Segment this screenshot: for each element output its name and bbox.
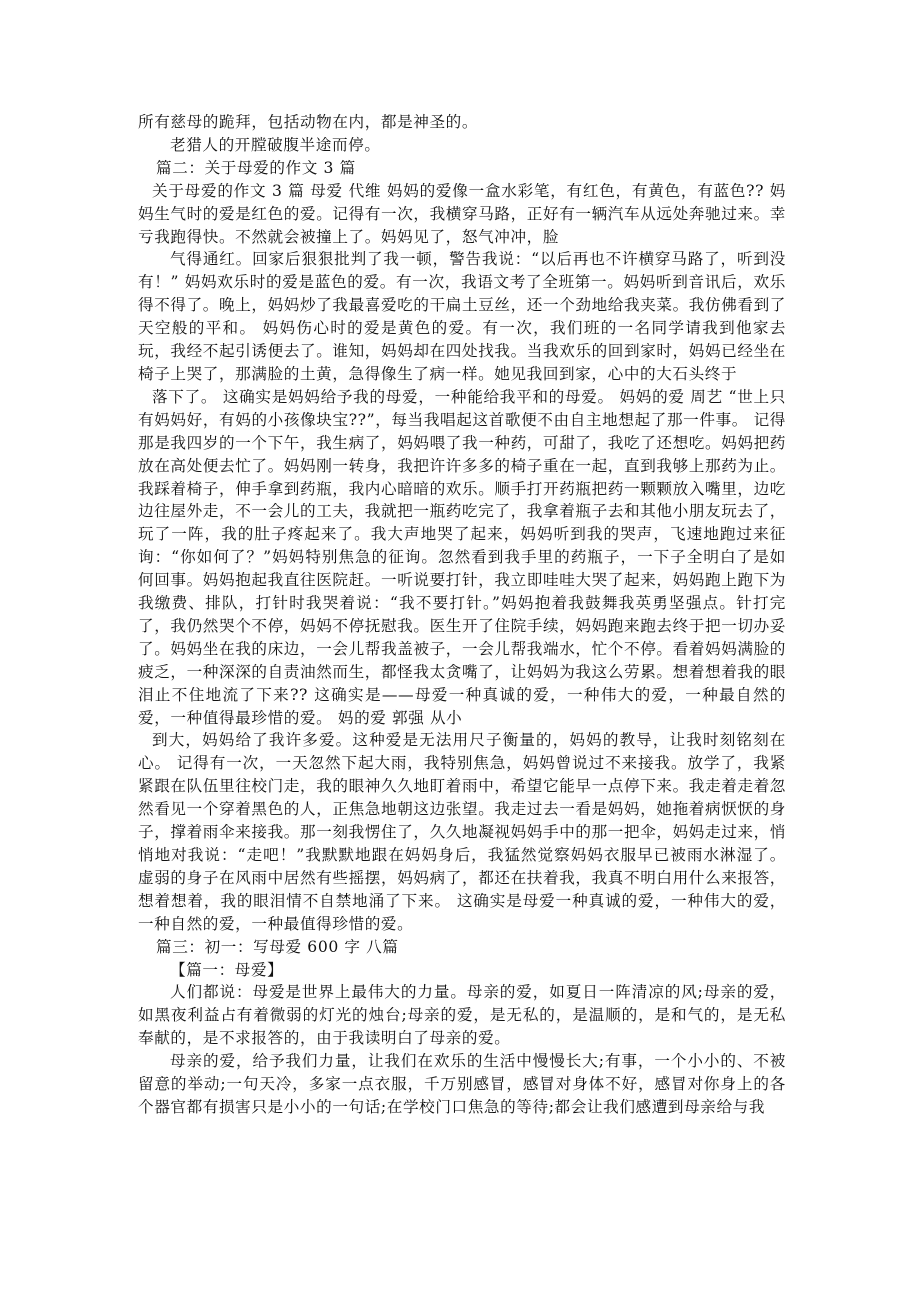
paragraph: 人们都说：母爱是世界上最伟大的力量。母亲的爱，如夏日一阵清凉的风;母亲的爱，如黑夜利益占有着微弱的灯光的烛台;母亲的爱，是无私的，是温顺的，是和气的，是无私奉献的，是不求报答的，由于我读明白了母亲的爱。 xyxy=(138,983,786,1048)
paragraph: 到大，妈妈给了我许多爱。这种爱是无法用尺子衡量的，妈妈的教导，让我时刻铭刻在心。 记得有一次，一天忽然下起大雨，我特别焦急，妈妈曾说过不来接我。放学了，我紧紧跟在队伍里往校门走，我的眼神久久地盯着雨中，希望它能早一点停下来。我走着走着忽然看见一个穿着黑色的人，正焦急地朝这边张望。我走过去一看是妈妈，她拖着病恹恹的身子，撑着雨伞来接我。那一刻我愣住了，久久地凝视妈妈手中的那一把伞，妈妈走过来，悄悄地对我说：“走吧！”我默默地跟在妈妈身后，我猛然觉察妈妈衣服早已被雨水淋湿了。虚弱的身子在风雨中居然有些摇摆，妈妈病了，都还在扶着我，我真不明白用什么来报答，想着想着，我的眼泪情不自禁地涌了下来。 这确实是母爱一种真诚的爱，一种伟大的爱，一种自然的爱，一种最值得珍惜的爱。 xyxy=(138,731,786,933)
document-body xyxy=(138,111,786,1119)
section-heading: 篇二：关于母爱的作文 3 篇 xyxy=(156,158,356,177)
paragraph: 所有慈母的跪拜，包括动物在内，都是神圣的。 xyxy=(138,113,479,131)
paragraph: 关于母爱的作文 3 篇 母爱 代维 妈妈的爱像一盒水彩笔，有红色，有黄色，有蓝色?? 妈妈生气时的爱是红色的爱。记得有一次，我横穿马路，正好有一辆汽车从远处奔驰过来。幸亏我跑得快。不然就会被撞上了。妈妈见了，怒气冲冲，脸 xyxy=(138,181,786,246)
paragraph: 老猎人的开膛破腹半途而停。 xyxy=(170,135,381,154)
subsection-heading: 【篇一：母爱】 xyxy=(170,960,284,979)
paragraph: 落下了。 这确实是妈妈给予我的母爱，一种能给我平和的母爱。 妈妈的爱 周艺 “世上只有妈妈好，有妈的小孩像块宝??”，每当我唱起这首歌便不由自主地想起了那一件事。 记得那是我四岁的一个下午，我生病了，妈妈喂了我一种药，可甜了，我吃了还想吃。妈妈把药放在高处便去忙了。妈妈刚一转身，我把许许多多的椅子重在一起，直到我够上那药为止。我踩着椅子，伸手拿到药瓶，我内心暗暗的欢乐。顺手打开药瓶把药一颗颗放入嘴里，边吃边往屋外走，不一会儿的工夫，我就把一瓶药吃完了，我拿着瓶子去和其他小朋友玩去了，玩了一阵，我的肚子疼起来了。我大声地哭了起来，妈妈听到我的哭声，飞速地跑过来征询：“你如何了？”妈妈特别焦急的征询。忽然看到我手里的药瓶子，一下子全明白了是如何回事。妈妈抱起我直往医院赶。一听说要打针，我立即哇哇大哭了起来，妈妈跑上跑下为我缴费、排队，打针时我哭着说：“我不要打针。”妈妈抱着我鼓舞我英勇坚强点。针打完了，我仍然哭个不停，妈妈不停抚慰我。医生开了住院手续，妈妈跑来跑去终于把一切办妥了。妈妈坐在我的床边，一会儿帮我盖被子，一会儿帮我端水，忙个不停。看着妈妈满脸的疲乏，一种深深的自责油然而生，都怪我太贪嘴了，让妈妈为我这么劳累。想着想着我的眼泪止不住地流了下来?? 这确实是——母爱一种真诚的爱，一种伟大的爱，一种最自然的爱，一种值得最珍惜的爱。 妈的爱 郭强 从小 xyxy=(138,387,786,727)
paragraph: 气得通红。回家后狠狠批判了我一顿，警告我说：“以后再也不许横穿马路了，听到没有！” 妈妈欢乐时的爱是蓝色的爱。有一次，我语文考了全班第一。妈妈听到音讯后，欢乐得不得了。晚上，妈妈炒了我最喜爱吃的干扁土豆丝，还一个劲地给我夹菜。我仿佛看到了天空般的平和。 妈妈伤心时的爱是黄色的爱。有一次，我们班的一名同学请我到他家去玩，我经不起引诱便去了。谁知，妈妈却在四处找我。当我欢乐的回到家时，妈妈已经坐在椅子上哭了，那满脸的土黄，急得像生了病一样。她见我回到家，心中的大石头终于 xyxy=(138,250,786,383)
section-heading: 篇三：初一：写母爱 600 字 八篇 xyxy=(156,937,399,956)
paragraph: 母亲的爱，给予我们力量，让我们在欢乐的生活中慢慢长大;有事，一个小小的、不被留意的举动;一句天冷，多家一点衣服，千万别感冒，感冒对身体不好，感冒对你身上的各个器官都有损害只是小小的一句话;在学校门口焦急的等待;都会让我们感遭到母亲给与我 xyxy=(138,1052,786,1116)
